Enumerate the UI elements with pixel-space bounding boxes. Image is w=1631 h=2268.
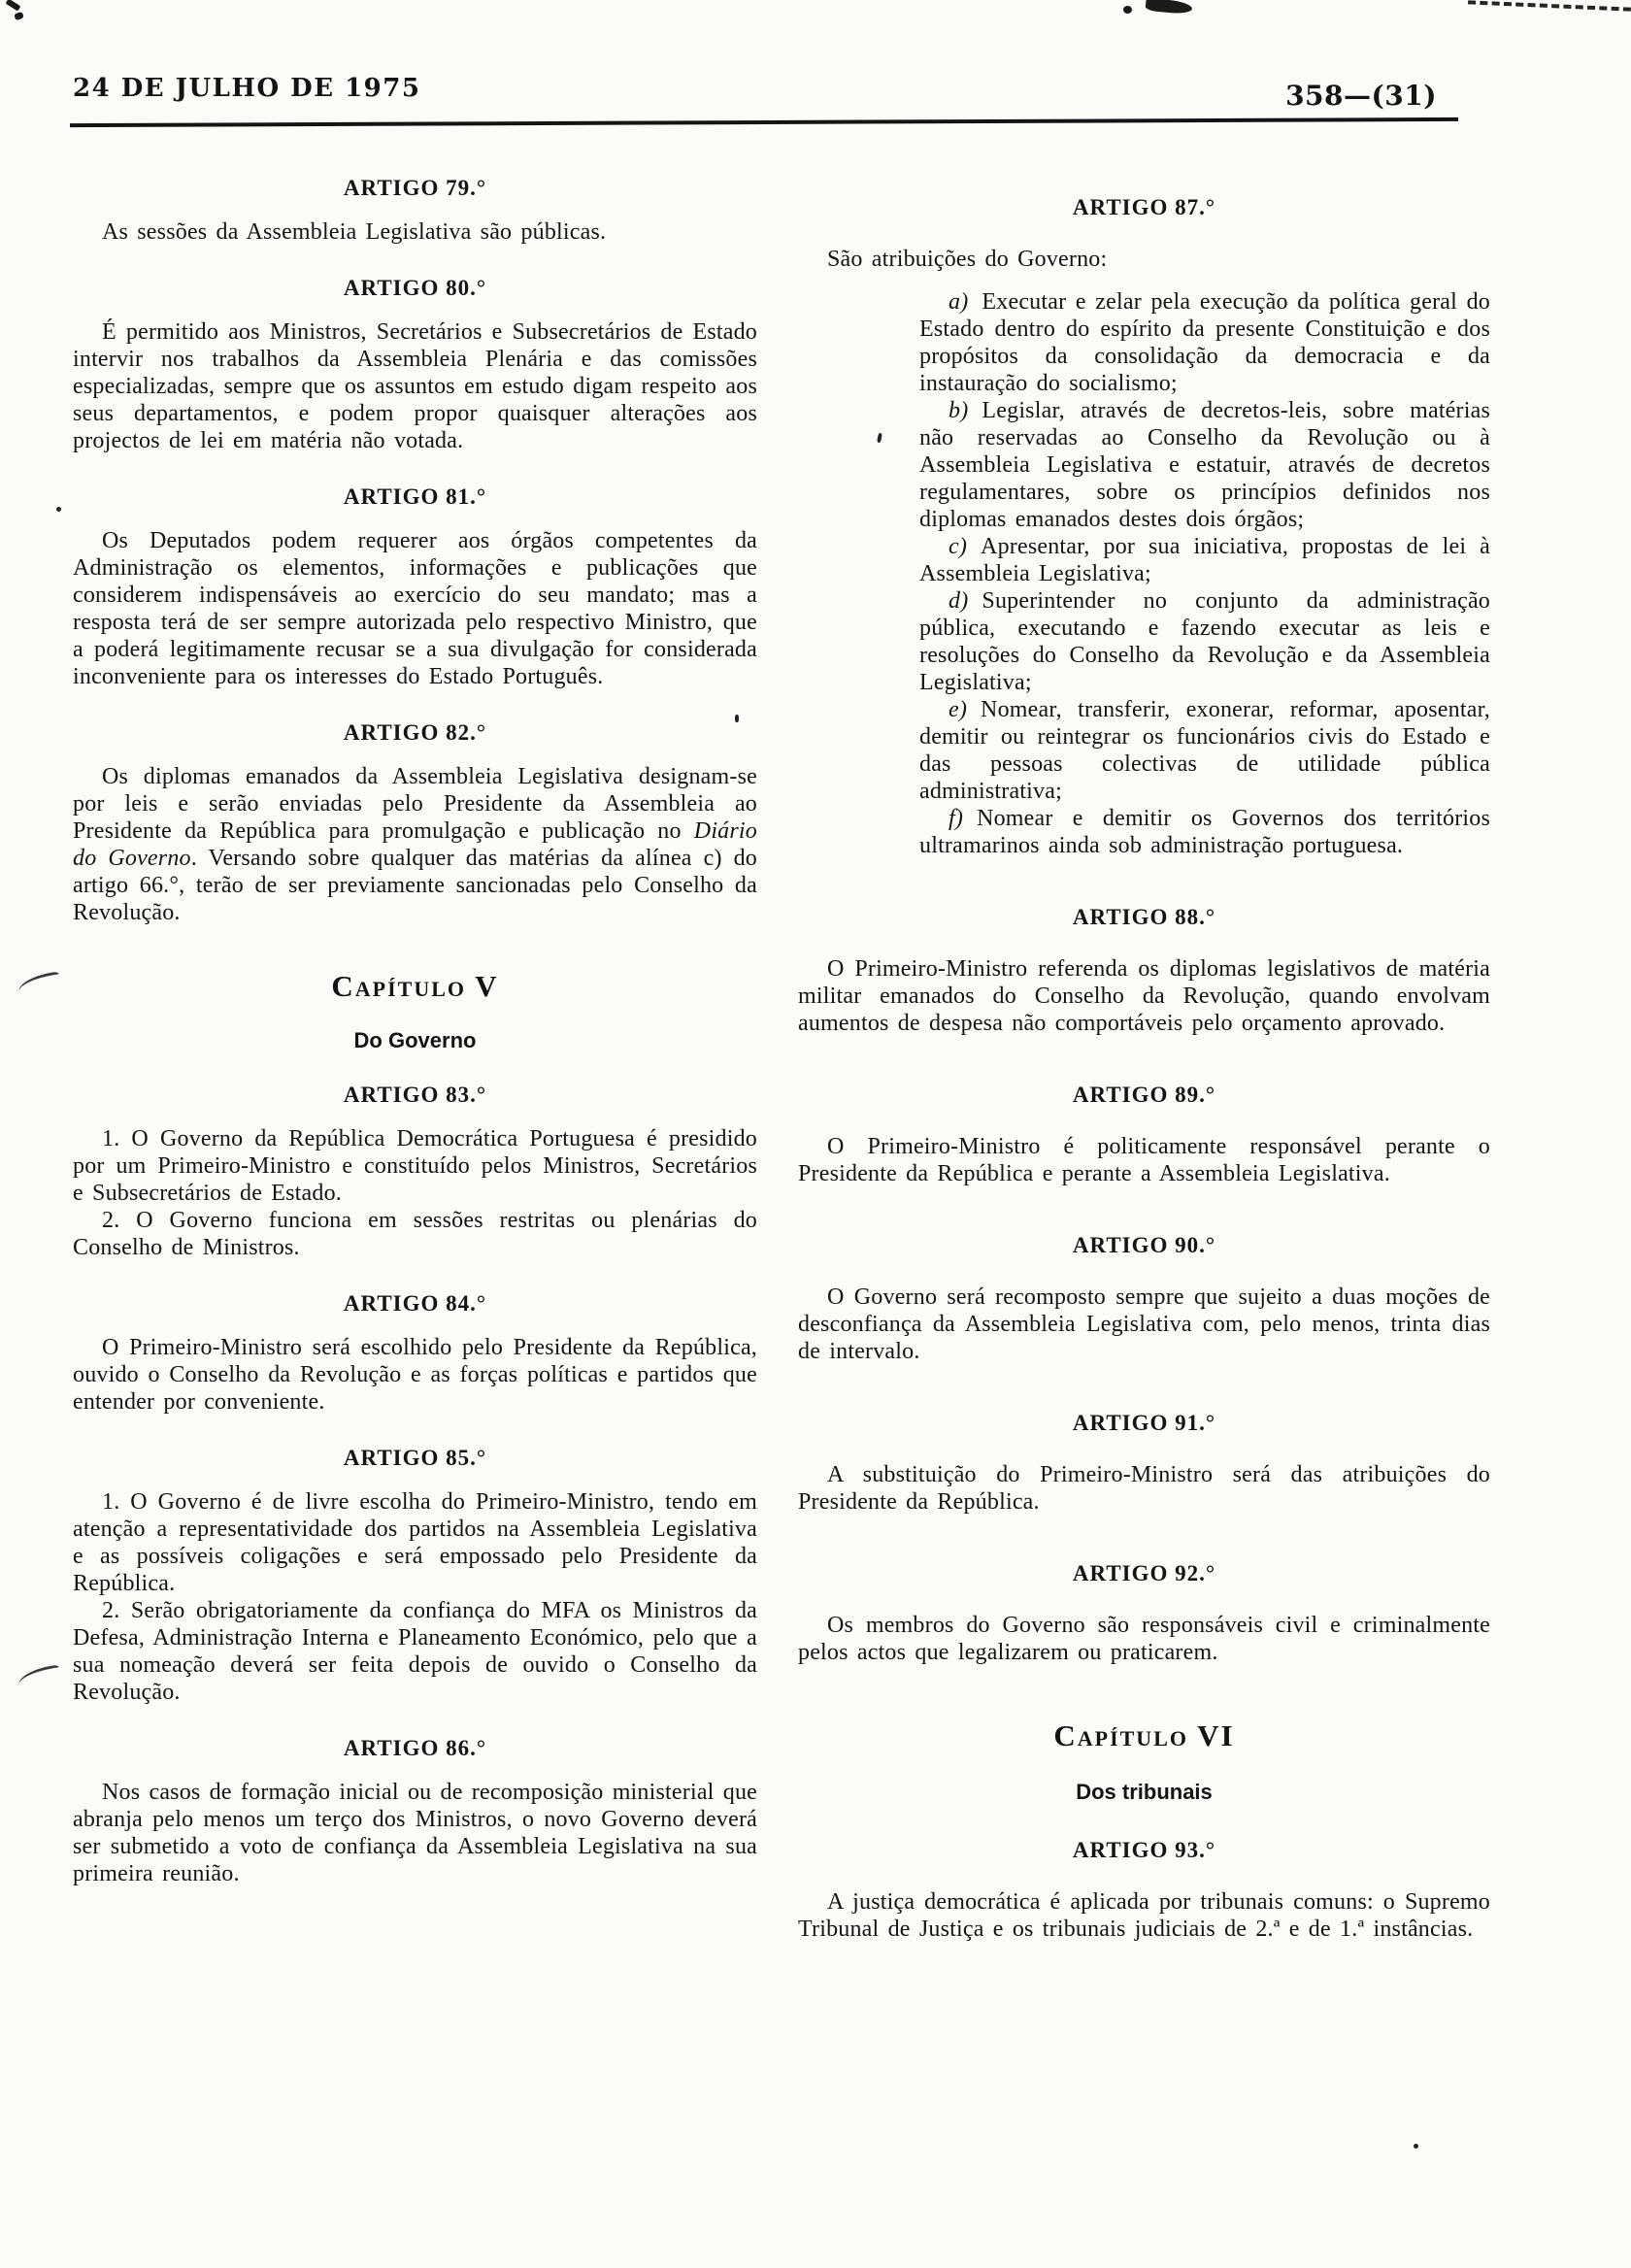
item-a-text: Executar e zelar pela execução da política geral do Estado dentro do espírito da presente Constituição e dos propósitos da consolidação da democracia e da instauração do socialismo; (919, 289, 1490, 396)
article-89-text: O Primeiro-Ministro é politicamente responsável perante o Presidente da República e perante a Assembleia Legislativa. (798, 1134, 1490, 1186)
article-90-text: O Governo será recomposto sempre que sujeito a duas moções de desconfiança da Assembleia Legislativa com, pelo menos, trinta dias de intervalo. (798, 1284, 1490, 1364)
item-e-letter: e) (949, 697, 968, 722)
article-91-heading: ARTIGO 91.° (1072, 1411, 1216, 1435)
chapter-6-subtitle: Dos tribunais (1076, 1780, 1213, 1804)
item-c-text: Apresentar, por sua iniciativa, propostas de lei à Assembleia Legislativa; (919, 534, 1490, 586)
article-86-text: Nos casos de formação inicial ou de recomposição ministerial que abranja pelo menos um terço dos Ministros, o novo Governo deverá ser submetido a voto de confiança da Assembleia Legislativa na sua primeira reunião. (73, 1780, 757, 1886)
item-b-text: Legislar, através de decretos-leis, sobre matérias não reservadas ao Conselho da Revolução ou à Assembleia Legislativa e estatuir, através de decretos regulamentares, sobre os princípios definidos nos diplomas emanados destes dois órgãos; (919, 398, 1490, 532)
article-82-text (73, 763, 757, 926)
article-85-paragraph-1: 1. O Governo é de livre escolha do Primeiro-Ministro, tendo em atenção a representatividade dos partidos na Assembleia Legislativa e as possíveis coligações e será empossado pelo Presidente da República. (73, 1489, 757, 1596)
scan-speck (6, 0, 21, 12)
item-a (798, 288, 1490, 397)
article-86-heading: ARTIGO 86.° (343, 1736, 487, 1760)
scan-margin-squiggle (17, 971, 61, 994)
scan-speck (56, 507, 61, 512)
chapter-5-title: Capítulo V (331, 969, 499, 1003)
article-88-heading: ARTIGO 88.° (1072, 905, 1216, 929)
article-84-heading: ARTIGO 84.° (343, 1291, 487, 1316)
item-d-letter: d) (949, 588, 969, 614)
article-82-heading: ARTIGO 82.° (343, 720, 487, 745)
item-e (798, 696, 1490, 805)
item-e-text: Nomear, transferir, exonerar, reformar, aposentar, demitir ou reintegrar os funcionários civis do Estado e das pessoas colectivas de utilidade pública administrativa; (919, 697, 1490, 804)
item-c (798, 533, 1490, 587)
scan-margin-squiggle (17, 1664, 61, 1687)
chapter-5-subtitle: Do Governo (353, 1028, 477, 1052)
chapter-6-title: Capítulo VI (1053, 1718, 1235, 1752)
article-87-intro: São atribuições do Governo: (827, 247, 1108, 272)
article-82-text-start: Os diplomas emanados da Assembleia Legislativa designam-se por leis e serão enviadas pelo Presidente da Assembleia ao Presidente da República para promulgação e publicação no (73, 764, 757, 844)
article-93-text: A justiça democrática é aplicada por tribunais comuns: o Supremo Tribunal de Justiça e os tribunais judiciais de 2.ª e de 1.ª instâncias. (798, 1889, 1490, 1942)
header-rule (70, 117, 1458, 127)
item-f-text: Nomear e demitir os Governos dos territórios ultramarinos ainda sob administração portuguesa. (919, 806, 1490, 858)
item-d-text: Superintender no conjunto da administração pública, executando e fazendo executar as leis e resoluções do Conselho da Revolução e da Assembleia Legislativa; (919, 588, 1490, 695)
left-column (73, 146, 757, 1887)
header-date: 24 DE JULHO DE 1975 (73, 74, 421, 103)
right-column (798, 165, 1490, 1943)
scan-ink-blob (1146, 0, 1193, 15)
article-83-paragraph-1: 1. O Governo da República Democrática Portuguesa é presidido por um Primeiro-Ministro e constituído pelos Ministros, Secretários e Subsecretários de Estado. (73, 1126, 757, 1206)
article-90-heading: ARTIGO 90.° (1072, 1233, 1216, 1257)
article-85-heading: ARTIGO 85.° (343, 1446, 487, 1470)
article-84-text: O Primeiro-Ministro será escolhido pelo Presidente da República, ouvido o Conselho da Revolução e as forças políticas e partidos que entender por conveniente. (73, 1335, 757, 1415)
article-79-text: As sessões da Assembleia Legislativa são públicas. (102, 219, 607, 245)
article-92-heading: ARTIGO 92.° (1072, 1561, 1216, 1585)
scan-ink-blob (1123, 6, 1132, 14)
article-87-items (798, 288, 1490, 859)
article-83-paragraph-2: 2. O Governo funciona em sessões restritas ou plenárias do Conselho de Ministros. (73, 1208, 757, 1260)
item-b-letter: b) (949, 398, 969, 423)
item-d (798, 587, 1490, 696)
header-page-number: 358—(31) (1285, 80, 1437, 112)
scan-speck (1414, 2144, 1418, 2149)
article-85-paragraph-2: 2. Serão obrigatoriamente da confiança do MFA os Ministros da Defesa, Administração Interna e Planeamento Económico, pelo que a sua nomeação deverá ser feita depois de ouvido o Conselho da Revolução. (73, 1598, 757, 1705)
article-83-heading: ARTIGO 83.° (343, 1083, 487, 1107)
article-89-heading: ARTIGO 89.° (1072, 1083, 1216, 1107)
article-87-heading: ARTIGO 87.° (1072, 195, 1216, 219)
article-81-text: Os Deputados podem requerer aos órgãos competentes da Administração os elementos, informações e publicações que considerem indispensáveis ao exercício do seu mandato; mas a resposta terá de ser sempre autorizada pelo respectivo Ministro, que a poderá legitimamente recusar se a sua divulgação for considerada inconveniente para os interesses do Estado Português. (73, 528, 757, 689)
article-93-heading: ARTIGO 93.° (1072, 1838, 1216, 1862)
article-80-text: É permitido aos Ministros, Secretários e Subsecretários de Estado intervir nos trabalhos da Assembleia Plenária e das comissões especializadas, sempre que os assuntos em estudo digam respeito aos seus departamentos, e podem propor quaisquer alterações aos projectos de lei em matéria não votada. (73, 319, 757, 453)
item-f-letter: f) (949, 806, 964, 831)
scan-dashed-mark (1468, 0, 1631, 11)
scan-speck (14, 12, 24, 21)
item-c-letter: c) (949, 534, 968, 559)
article-88-text: O Primeiro-Ministro referenda os diplomas legislativos de matéria militar emanados do Conselho da Revolução, quando envolvam aumentos de despesa não comportáveis pelo orçamento aprovado. (798, 956, 1490, 1036)
item-a-letter: a) (949, 289, 969, 315)
article-92-text: Os membros do Governo são responsáveis civil e criminalmente pelos actos que legalizarem ou praticarem. (798, 1613, 1490, 1665)
item-f (798, 805, 1490, 859)
item-b (798, 397, 1490, 533)
article-91-text: A substituição do Primeiro-Ministro será das atribuições do Presidente da República. (798, 1462, 1490, 1515)
article-81-heading: ARTIGO 81.° (343, 484, 487, 509)
diario-do-governo-italic: Diário do Governo (73, 818, 757, 871)
article-79-heading: ARTIGO 79.° (343, 176, 487, 200)
article-80-heading: ARTIGO 80.° (343, 276, 487, 300)
article-82-text-end: . Versando sobre qualquer das matérias da alínea c) do artigo 66.°, terão de ser previamente sancionadas pelo Conselho da Revolução. (73, 846, 757, 925)
